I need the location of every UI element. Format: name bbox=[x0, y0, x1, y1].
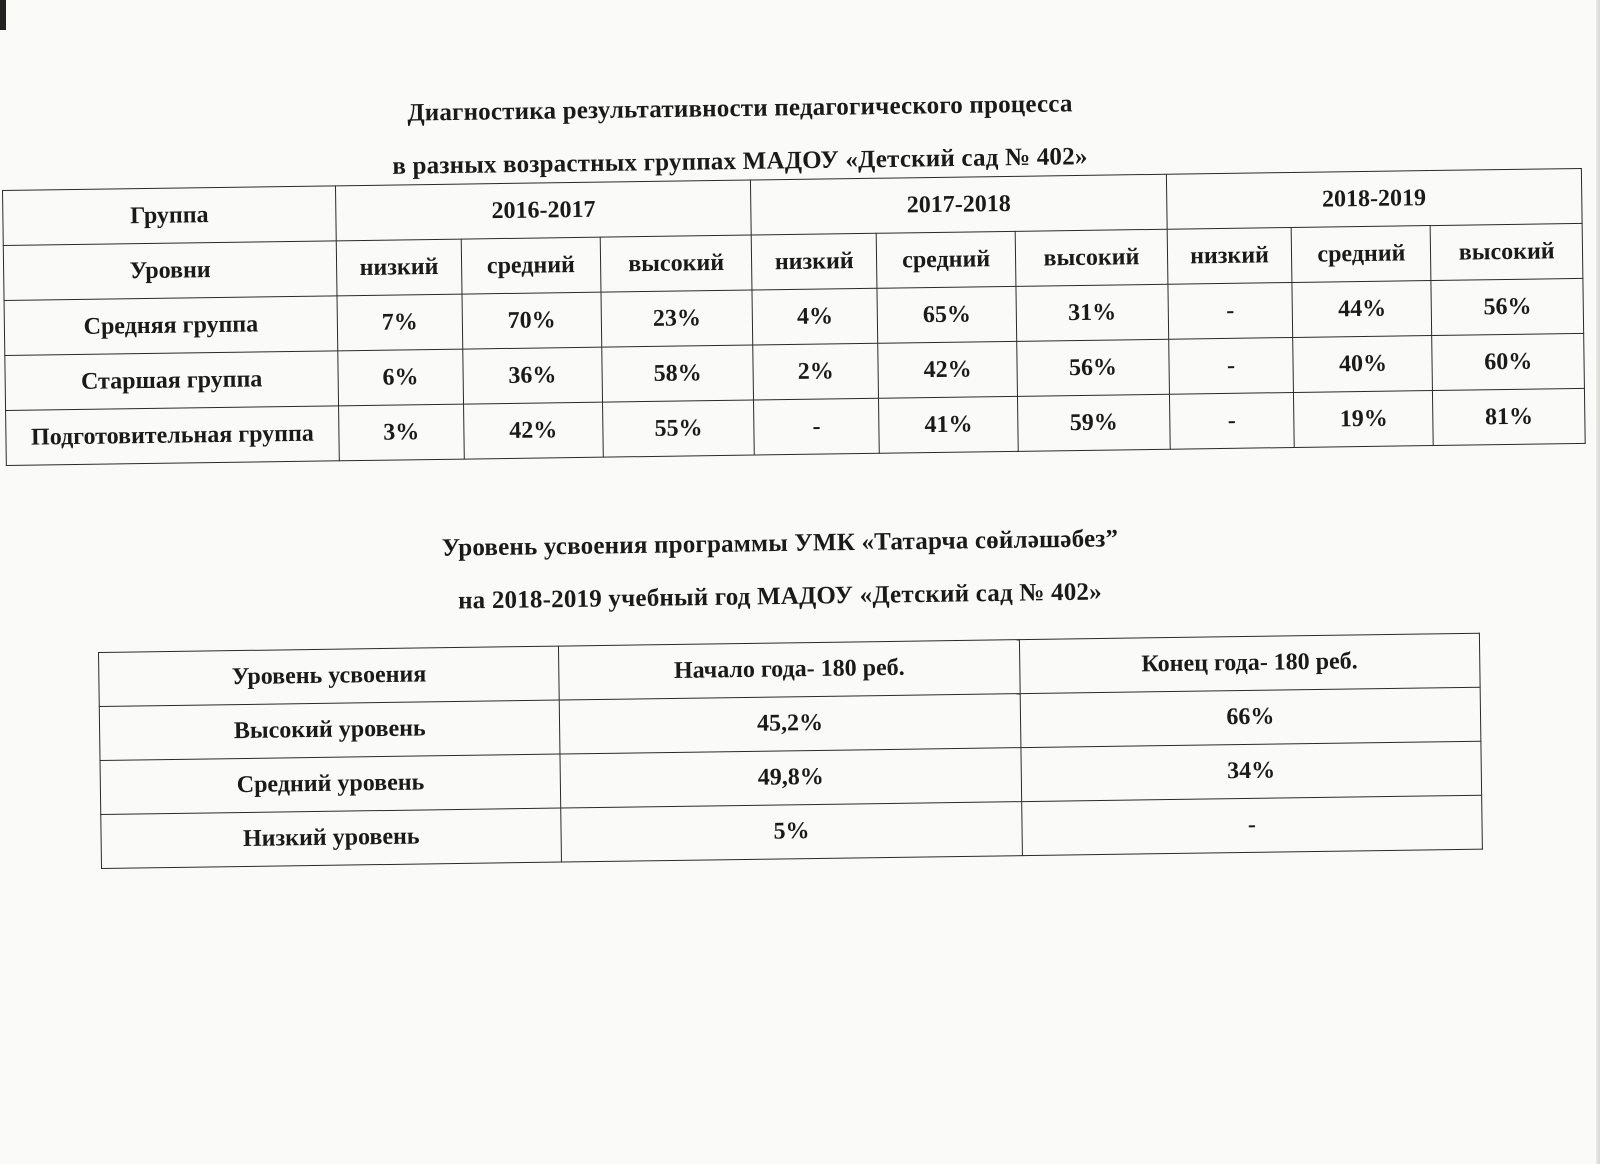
header-levels: Уровни bbox=[3, 241, 337, 301]
level-header: низкий bbox=[751, 233, 877, 290]
table-cell: 4% bbox=[752, 288, 878, 345]
scan-artifact bbox=[0, 0, 6, 30]
table-cell: 34% bbox=[1021, 741, 1482, 801]
table-cell: 59% bbox=[1018, 394, 1170, 451]
table2-title-line1: Уровень усвоения программы УМК «Татарча сөйләшәбез” bbox=[441, 525, 1119, 562]
header-year: 2018-2019 bbox=[1166, 168, 1582, 229]
header-cell: Уровень усвоения bbox=[99, 646, 560, 706]
table-cell: 56% bbox=[1017, 339, 1169, 396]
row-level-name: Высокий уровень bbox=[99, 700, 560, 760]
table-cell: 60% bbox=[1432, 333, 1584, 390]
header-group: Группа bbox=[3, 186, 337, 246]
table-cell: 41% bbox=[879, 396, 1019, 453]
header-cell: Конец года- 180 реб. bbox=[1019, 633, 1480, 693]
level-header: средний bbox=[1292, 226, 1432, 283]
table-cell: 55% bbox=[602, 400, 754, 457]
level-header: средний bbox=[876, 231, 1016, 288]
level-header: средний bbox=[461, 237, 601, 294]
level-header: высокий bbox=[600, 235, 752, 292]
table-cell: 2% bbox=[753, 343, 879, 400]
scan-edge-shadow bbox=[1596, 0, 1600, 1164]
table-cell: 40% bbox=[1293, 336, 1433, 393]
header-cell: Начало года- 180 реб. bbox=[559, 640, 1020, 700]
table-cell: 31% bbox=[1016, 284, 1168, 341]
table-cell: 66% bbox=[1020, 687, 1481, 747]
table-cell: 42% bbox=[463, 402, 603, 459]
table-cell: 45,2% bbox=[560, 694, 1021, 754]
table-cell: 56% bbox=[1431, 278, 1583, 335]
level-header: высокий bbox=[1015, 229, 1167, 286]
row-group-name: Старшая группа bbox=[5, 351, 339, 411]
level-header: низкий bbox=[1167, 227, 1293, 284]
table-cell: - bbox=[1168, 282, 1294, 339]
table-cell: 58% bbox=[602, 345, 754, 402]
table1-title-line2: в разных возрастных группах МАДОУ «Детский сад № 402» bbox=[392, 143, 1088, 180]
level-header: высокий bbox=[1431, 223, 1583, 280]
row-group-name: Подготовительная группа bbox=[6, 406, 340, 466]
row-level-name: Средний уровень bbox=[100, 754, 561, 814]
header-year: 2017-2018 bbox=[751, 174, 1167, 235]
table-cell: 65% bbox=[877, 286, 1017, 343]
level-header: низкий bbox=[336, 239, 462, 296]
table2-title-line2: на 2018-2019 учебный год МАДОУ «Детский сад № 402» bbox=[457, 578, 1103, 615]
table-cell: 49,8% bbox=[560, 748, 1021, 808]
header-year: 2016-2017 bbox=[335, 180, 751, 241]
table-cell: 70% bbox=[462, 292, 602, 349]
row-group-name: Средняя группа bbox=[4, 296, 338, 356]
table-cell: 23% bbox=[601, 290, 753, 347]
table-cell: - bbox=[1168, 337, 1294, 394]
table1-title-line1: Диагностика результативности педагогического процесса bbox=[407, 90, 1073, 127]
diagnostics-table bbox=[2, 168, 1586, 466]
table-cell: 6% bbox=[338, 349, 464, 406]
table-cell: 81% bbox=[1433, 388, 1585, 445]
table-cell: 42% bbox=[878, 341, 1018, 398]
table-cell: - bbox=[1021, 795, 1482, 855]
row-level-name: Низкий уровень bbox=[101, 808, 562, 868]
table-cell: 44% bbox=[1292, 281, 1432, 338]
program-mastery-table bbox=[98, 633, 1483, 869]
table-cell: 19% bbox=[1294, 391, 1434, 448]
table-cell: 36% bbox=[463, 347, 603, 404]
table-cell: 3% bbox=[339, 404, 465, 461]
table-cell: - bbox=[1169, 392, 1295, 449]
table-cell: - bbox=[754, 398, 880, 455]
table-cell: 5% bbox=[561, 802, 1022, 862]
table-cell: 7% bbox=[337, 294, 463, 351]
